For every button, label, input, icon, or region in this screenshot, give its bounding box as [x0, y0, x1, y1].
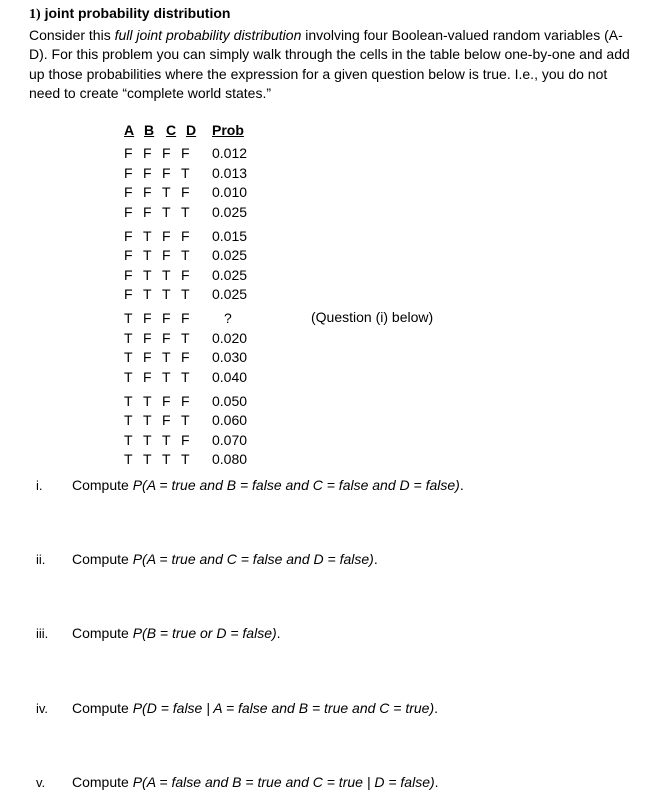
question-prefix: Compute: [72, 551, 133, 567]
cell-a: F: [124, 203, 133, 220]
cell-d: T: [181, 329, 190, 346]
question-number: iv.: [36, 701, 49, 716]
intro-text-2: involving four Boolean-valued random variables (A-D). For this problem you can simply walk through the cells in the table below one-by-one and add up those probabilities where the expression for a given question below is true. I.e., you do not need to create “complete world states.”: [29, 27, 630, 101]
cell-d: F: [181, 392, 190, 409]
cell-d: T: [181, 368, 190, 385]
cell-b: T: [143, 451, 152, 467]
question-text: [72, 551, 378, 567]
question-number: v.: [36, 775, 46, 790]
cell-a: F: [124, 145, 133, 161]
cell-prob: 0.025: [212, 247, 248, 263]
question-suffix: .: [434, 774, 439, 790]
question-expression: P(A = true and C = false and D = false): [132, 551, 374, 567]
cell-d: T: [181, 247, 190, 263]
cell-prob: 0.015: [212, 227, 248, 244]
cell-d: F: [181, 266, 190, 283]
cell-d: F: [181, 145, 190, 161]
cell-d: F: [181, 431, 190, 448]
cell-a: T: [124, 329, 133, 346]
cell-c: T: [162, 431, 171, 448]
cell-a: T: [124, 310, 133, 326]
cell-c: T: [162, 184, 171, 200]
cell-prob: 0.012: [212, 145, 248, 161]
cell-c: T: [162, 451, 171, 467]
cell-b: F: [143, 368, 152, 385]
cell-b: T: [143, 247, 152, 263]
intro-text-1: Consider this: [29, 27, 115, 43]
cell-prob: 0.020: [212, 329, 248, 346]
cell-a: T: [124, 368, 133, 385]
question-text: [72, 477, 464, 493]
cell-c: F: [162, 412, 171, 428]
cell-a: F: [124, 227, 133, 244]
header-prob: Prob: [212, 122, 244, 138]
cell-c: F: [162, 227, 171, 244]
question-text: [72, 774, 439, 790]
question-suffix: .: [434, 700, 439, 716]
cell-c: T: [162, 349, 171, 365]
question-reference-note: (Question (i) below): [311, 309, 434, 325]
cell-d: T: [181, 286, 190, 302]
question-suffix: .: [276, 625, 281, 641]
cell-a: T: [124, 349, 133, 365]
cell-c: F: [162, 164, 171, 181]
question-prefix: Compute: [72, 774, 133, 790]
cell-b: F: [143, 329, 152, 346]
problem-heading: [29, 5, 230, 23]
cell-b: F: [143, 145, 152, 161]
cell-c: F: [162, 145, 171, 161]
cell-a: T: [124, 431, 133, 448]
question-number: iii.: [36, 626, 49, 641]
cell-prob: 0.030: [212, 349, 248, 365]
cell-a: F: [124, 164, 133, 181]
question-expression: P(D = false | A = false and B = true and C = true): [132, 700, 435, 716]
question-expression: P(A = true and B = false and C = false and D = false): [132, 477, 460, 493]
question-text: [72, 700, 438, 716]
cell-d: F: [181, 310, 190, 326]
question-suffix: .: [373, 551, 378, 567]
cell-a: F: [124, 184, 133, 200]
cell-d: T: [181, 451, 190, 467]
question-prefix: Compute: [72, 625, 133, 641]
cell-b: F: [143, 164, 152, 181]
cell-b: T: [143, 286, 152, 302]
cell-c: F: [162, 392, 171, 409]
intro-emphasis: full joint probability distribution: [114, 27, 302, 43]
problem-title: joint probability distribution: [44, 5, 231, 21]
cell-a: F: [124, 247, 133, 263]
cell-b: F: [143, 310, 152, 326]
header-a: A: [124, 122, 135, 138]
cell-b: T: [143, 266, 152, 283]
cell-b: F: [143, 349, 152, 365]
cell-prob: 0.070: [212, 431, 248, 448]
cell-a: F: [124, 266, 133, 283]
question-expression: P(B = true or D = false): [132, 625, 277, 641]
problem-description: [29, 26, 639, 103]
cell-d: F: [181, 184, 190, 200]
cell-c: T: [162, 203, 171, 220]
header-b: B: [144, 122, 155, 138]
cell-a: T: [124, 451, 133, 467]
cell-b: T: [143, 412, 152, 428]
header-d: D: [186, 122, 197, 138]
cell-prob: 0.050: [212, 392, 248, 409]
cell-a: T: [124, 392, 133, 409]
cell-c: F: [162, 247, 171, 263]
cell-prob: 0.040: [212, 368, 248, 385]
cell-b: T: [143, 227, 152, 244]
question-prefix: Compute: [72, 700, 133, 716]
cell-prob: 0.013: [212, 164, 248, 181]
cell-c: T: [162, 286, 171, 302]
cell-c: F: [162, 310, 171, 326]
cell-prob: 0.025: [212, 203, 248, 220]
cell-a: T: [124, 412, 133, 428]
cell-d: F: [181, 349, 190, 365]
cell-prob: 0.025: [212, 286, 248, 302]
cell-c: T: [162, 368, 171, 385]
header-c: C: [166, 122, 177, 138]
cell-prob: ?: [224, 310, 232, 326]
cell-c: F: [162, 329, 171, 346]
question-number: i.: [36, 478, 43, 493]
cell-d: T: [181, 203, 190, 220]
cell-prob: 0.025: [212, 266, 248, 283]
cell-b: F: [143, 184, 152, 200]
cell-b: T: [143, 431, 152, 448]
cell-b: F: [143, 203, 152, 220]
question-number: ii.: [36, 552, 46, 567]
cell-prob: 0.060: [212, 412, 248, 428]
cell-c: T: [162, 266, 171, 283]
cell-d: T: [181, 412, 190, 428]
cell-a: F: [124, 286, 133, 302]
cell-b: T: [143, 392, 152, 409]
question-suffix: .: [459, 477, 464, 493]
question-prefix: Compute: [72, 477, 133, 493]
question-text: [72, 625, 281, 641]
cell-d: F: [181, 227, 190, 244]
cell-prob: 0.010: [212, 184, 248, 200]
cell-d: T: [181, 164, 190, 181]
question-expression: P(A = false and B = true and C = true | D = false): [132, 774, 435, 790]
cell-prob: 0.080: [212, 451, 248, 467]
problem-number: 1): [29, 7, 41, 22]
